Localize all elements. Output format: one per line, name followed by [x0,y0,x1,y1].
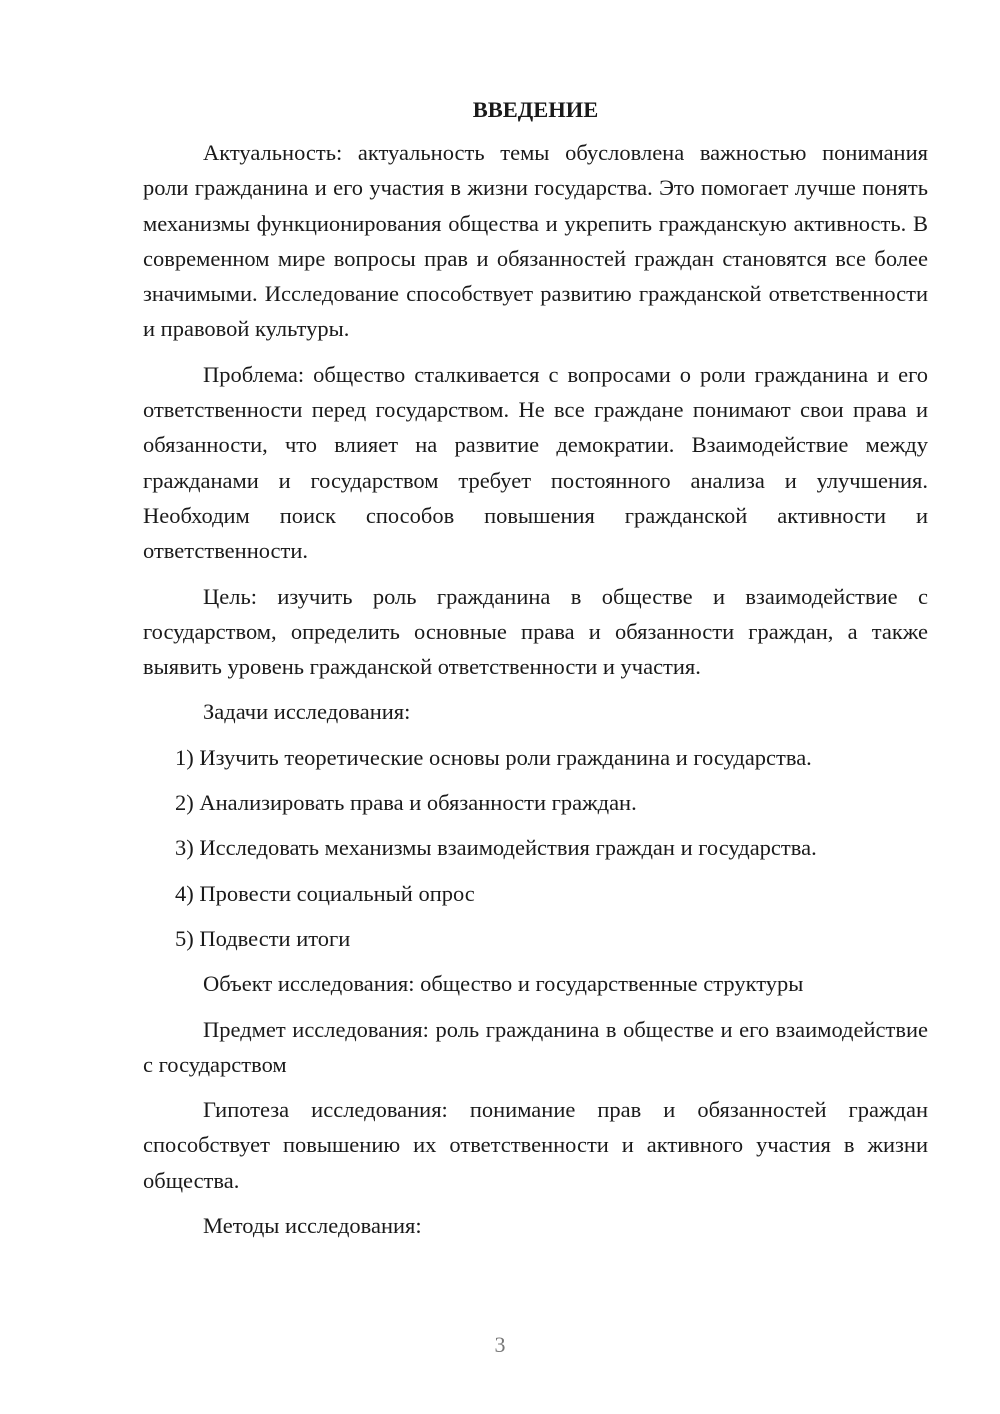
subject-paragraph: Предмет исследования: роль гражданина в обществе и его взаимодействие с государством [143,1016,928,1077]
page-number: 3 [494,1332,506,1357]
task-item-2: 2) Анализировать права и обязанности граждан. [175,790,637,816]
relevance-paragraph: Актуальность: актуальность темы обусловлена важностью понимания роли гражданина и его участия в жизни государства. Это помогает лучше понять механизмы функционирования общества и укрепить гражданскую активность. В современном мире вопросы прав и обязанностей граждан становятся все более значимыми. Исследование способствует развитию гражданской ответственности и правовой культуры. [143,140,928,342]
page-title: ВВЕДЕНИЕ [472,97,599,122]
goal-paragraph: Цель: изучить роль гражданина в обществе и взаимодействие с государством, определить основные права и обязанности граждан, а также выявить уровень гражданской ответственности и участия. [143,583,928,680]
task-item-1: 1) Изучить теоретические основы роли гражданина и государства. [175,744,812,770]
methods-heading: Методы исследования: [203,1213,422,1239]
problem-paragraph: Проблема: общество сталкивается с вопросами о роли гражданина и его ответственности перед государством. Не все граждане понимают свои права и обязанности, что влияет на развитие демократии. Взаимодействие между гражданами и государством требует постоянного анализа и улучшения. Необходим поиск способов повышения гражданской активности и ответственности. [143,361,928,564]
document-content [143,92,928,1253]
object-paragraph: Объект исследования: общество и государственные структуры [203,971,804,997]
tasks-heading: Задачи исследования: [203,699,411,725]
hypothesis-paragraph: Гипотеза исследования: понимание прав и обязанностей граждан способствует повышению их ответственности и активного участия в жизни общества. [143,1097,928,1193]
task-item-4: 4) Провести социальный опрос [175,880,475,906]
task-item-5: 5) Подвести итоги [175,925,351,951]
task-item-3: 3) Исследовать механизмы взаимодействия граждан и государства. [175,835,817,861]
